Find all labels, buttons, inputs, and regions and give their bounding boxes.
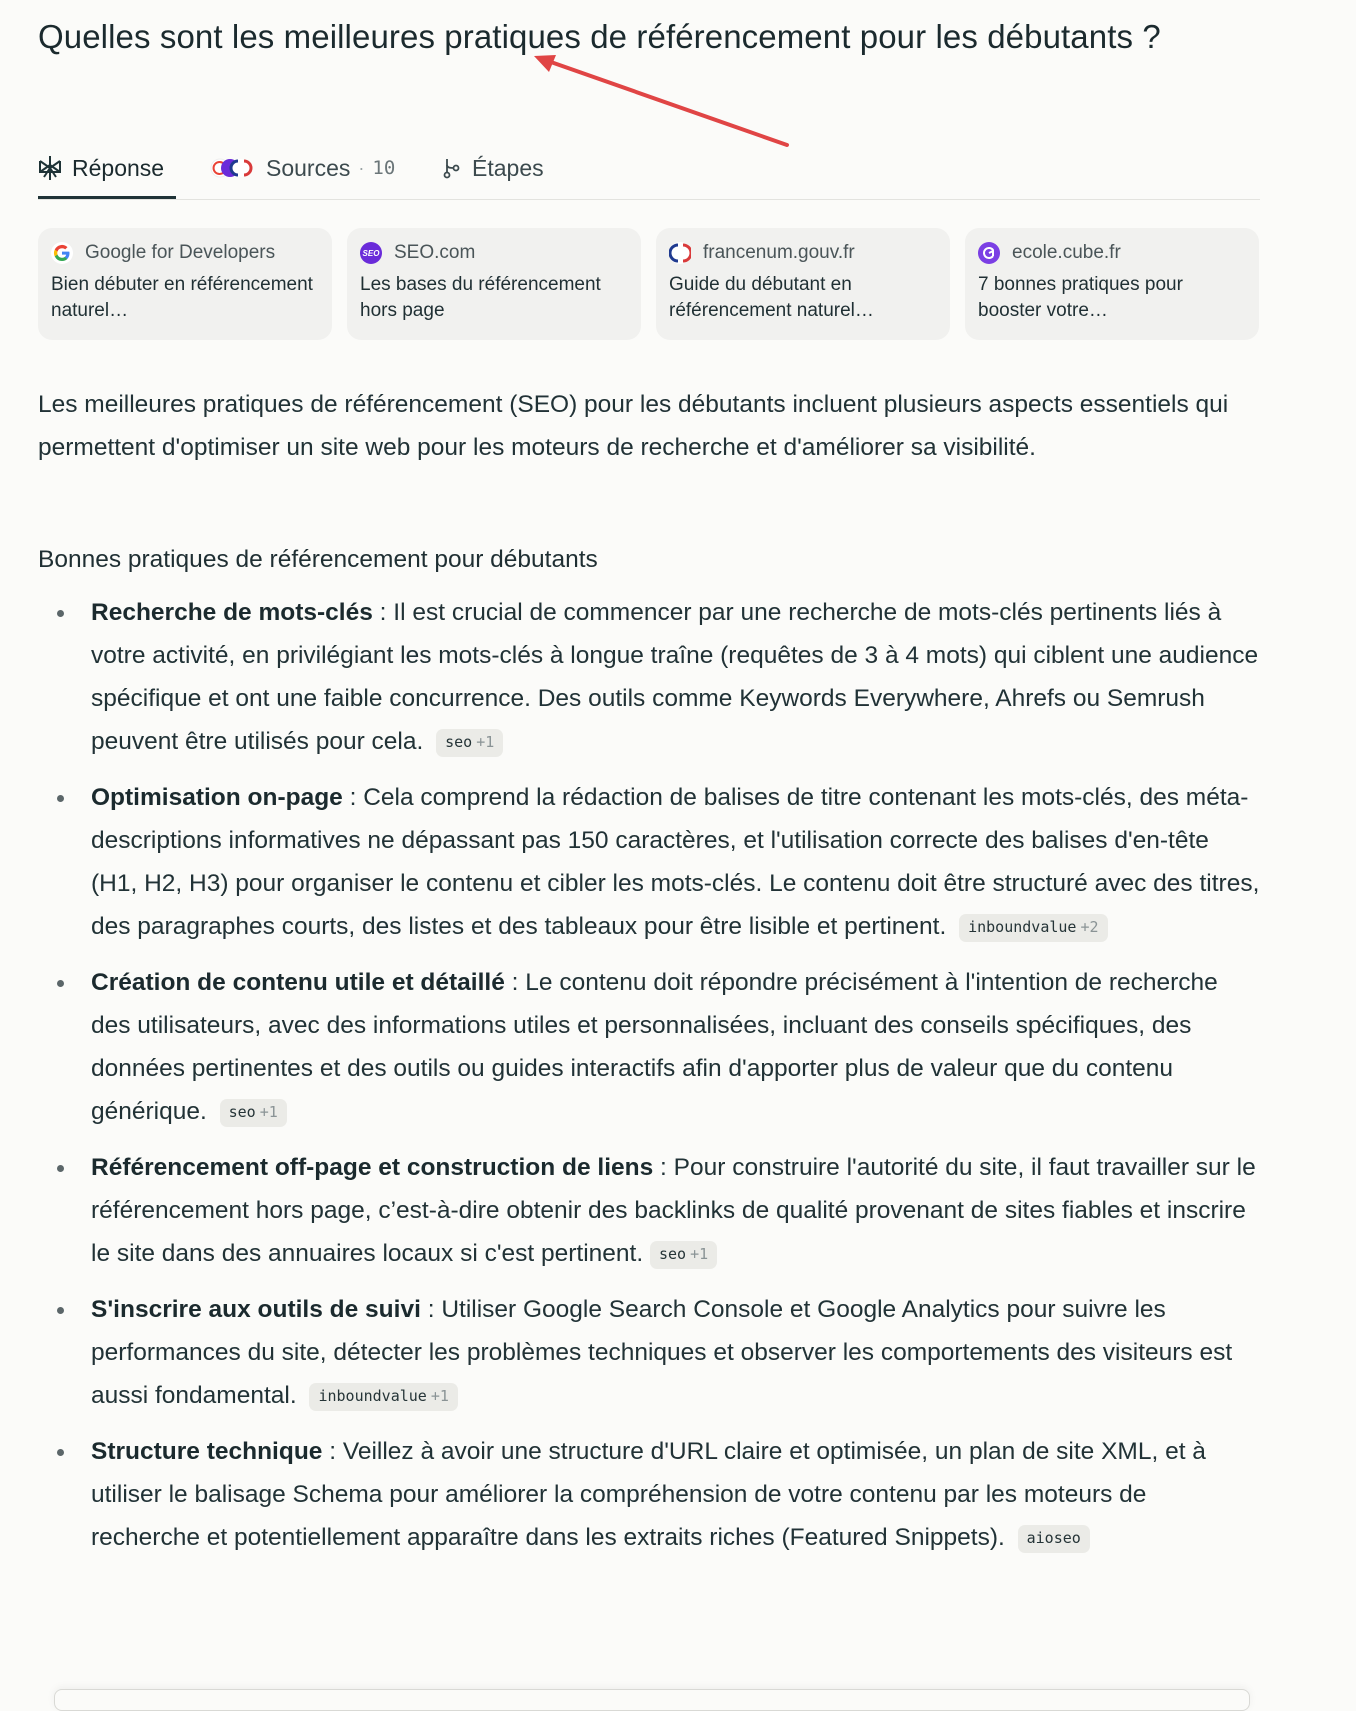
google-g-icon bbox=[51, 242, 73, 264]
source-site: SEO.com bbox=[394, 242, 476, 263]
perplexity-logo-icon bbox=[38, 154, 62, 182]
citation-more: +1 bbox=[259, 1103, 278, 1121]
list-item bbox=[38, 776, 1260, 948]
item-separator: : bbox=[653, 1154, 674, 1181]
intro-paragraph: Les meilleures pratiques de référencement (SEO) pour les débutants incluent plusieurs aspects essentiels qui permettent d'optimiser un site web pour les moteurs de recherche et d'améliorer sa visibilité. bbox=[38, 391, 1229, 461]
citation-source: inboundvalue bbox=[318, 1387, 427, 1405]
tab-reponse[interactable] bbox=[38, 138, 164, 198]
item-text: Il est crucial de commencer par une recherche de mots-clés pertinents liés à votre activité, en privilégiant les mots-clés à longue traîne (requêtes de 3 à 4 mots) qui ciblent une audience spécifique et ont une faible concurrence. Des outils comme Keywords Everywhere, Ahrefs ou Semrush peuvent être utilisés pour cela. bbox=[91, 599, 1259, 755]
item-term: Référencement off-page et construction de liens bbox=[91, 1154, 654, 1181]
source-title: Les bases du référencement hors page bbox=[360, 274, 601, 321]
item-term: Structure technique bbox=[91, 1438, 323, 1465]
section-heading: Bonnes pratiques de référencement pour débutants bbox=[38, 546, 598, 573]
bullet-icon bbox=[57, 1449, 64, 1456]
tab-etapes[interactable] bbox=[442, 138, 544, 198]
list-item bbox=[38, 961, 1260, 1133]
item-term: Optimisation on-page bbox=[91, 784, 343, 811]
marianne-icon bbox=[669, 242, 691, 264]
bullet-icon bbox=[57, 795, 64, 802]
citation-source: inboundvalue bbox=[968, 918, 1077, 936]
citation-badge[interactable] bbox=[436, 729, 503, 757]
tab-sources[interactable] bbox=[210, 138, 395, 198]
source-favicons-stack-icon bbox=[210, 157, 256, 179]
source-site: ecole.cube.fr bbox=[1012, 242, 1121, 263]
seo-com-icon bbox=[360, 242, 382, 264]
citation-badge[interactable] bbox=[1018, 1525, 1090, 1553]
seo-com-icon-text: SEO bbox=[362, 248, 380, 258]
list-item bbox=[38, 1430, 1260, 1559]
source-cards bbox=[38, 228, 1260, 340]
citation-more: +1 bbox=[476, 733, 495, 751]
source-title: 7 bonnes pratiques pour booster votre… bbox=[978, 274, 1183, 321]
item-separator: : bbox=[322, 1438, 343, 1465]
citation-badge[interactable] bbox=[650, 1241, 717, 1269]
item-separator: : bbox=[420, 1296, 442, 1323]
source-site: francenum.gouv.fr bbox=[703, 242, 855, 263]
item-separator: : bbox=[372, 599, 394, 626]
tab-reponse-label: Réponse bbox=[72, 154, 165, 181]
citation-badge[interactable] bbox=[220, 1099, 287, 1127]
citation-source: aioseo bbox=[1026, 1529, 1081, 1547]
source-title: Bien débuter en référencement naturel… bbox=[51, 274, 313, 321]
list-item bbox=[38, 1146, 1260, 1275]
item-separator: : bbox=[342, 784, 364, 811]
item-text: Pour construire l'autorité du site, il faut travailler sur le référencement hors page, c’est-à-dire obtenir des backlinks de qualité provenant de sites fiables et inscrire le site dans des annuaires locaux si c'est pertinent. bbox=[91, 1154, 1256, 1267]
citation-source: seo bbox=[228, 1103, 256, 1121]
practices-list bbox=[38, 591, 1260, 1572]
answer-tabs bbox=[38, 138, 1260, 200]
source-site: Google for Developers bbox=[85, 242, 276, 263]
source-title: Guide du débutant en référencement naturel… bbox=[669, 274, 874, 321]
bullet-icon bbox=[57, 980, 64, 987]
citation-source: seo bbox=[445, 733, 473, 751]
list-item bbox=[38, 1288, 1260, 1417]
bullet-icon bbox=[57, 1307, 64, 1314]
source-card[interactable] bbox=[347, 228, 641, 340]
item-term: Création de contenu utile et détaillé bbox=[91, 969, 505, 996]
citation-more: +1 bbox=[430, 1387, 449, 1405]
item-separator: : bbox=[504, 969, 526, 996]
sources-count: 10 bbox=[372, 157, 396, 179]
tab-etapes-label: Étapes bbox=[472, 154, 544, 181]
tabs-divider bbox=[38, 199, 1260, 200]
tab-sources-separator: · bbox=[358, 157, 365, 178]
bullet-icon bbox=[57, 610, 64, 617]
list-item bbox=[38, 591, 1260, 763]
page-title: Quelles sont les meilleures pratiques de référencement pour les débutants ? bbox=[38, 18, 1161, 55]
cube-icon bbox=[978, 242, 1000, 264]
citation-more: +2 bbox=[1080, 918, 1099, 936]
tab-sources-label: Sources bbox=[266, 154, 351, 181]
item-term: Recherche de mots-clés bbox=[91, 599, 373, 626]
follow-up-input-box[interactable] bbox=[54, 1689, 1250, 1711]
bullet-icon bbox=[57, 1165, 64, 1172]
item-term: S'inscrire aux outils de suivi bbox=[91, 1296, 421, 1323]
steps-branch-icon bbox=[442, 157, 462, 179]
source-card[interactable] bbox=[656, 228, 950, 340]
item-text: Le contenu doit répondre précisément à l'intention de recherche des utilisateurs, avec des informations utiles et personnalisées, incluant des conseils spécifiques, des données pertinentes et des outils ou guides interactifs afin d'apporter plus de valeur que du contenu générique. bbox=[91, 969, 1218, 1125]
citation-badge[interactable] bbox=[959, 914, 1107, 942]
citation-more: +1 bbox=[690, 1245, 709, 1263]
source-card[interactable] bbox=[965, 228, 1259, 340]
citation-badge[interactable] bbox=[309, 1383, 457, 1411]
item-text: Veillez à avoir une structure d'URL claire et optimisée, un plan de site XML, et à utiliser le balisage Schema pour améliorer la compréhension de votre contenu par les moteurs de recherche et potentiellement apparaître dans les extraits riches (Featured Snippets). bbox=[91, 1438, 1206, 1551]
item-text: Cela comprend la rédaction de balises de titre contenant les mots-clés, des méta-descriptions informatives ne dépassant pas 150 caractères, et l'utilisation correcte des balises d'en-tête (H1, H2, H3) pour organiser le contenu et cibler les mots-clés. Le contenu doit être structuré avec des titres, des paragraphes courts, des listes et des tableaux pour être lisible et pertinent. bbox=[91, 784, 1260, 940]
item-text: Utiliser Google Search Console et Google Analytics pour suivre les performances du site, détecter les problèmes techniques et observer les comportements des visiteurs est aussi fondamental. bbox=[91, 1296, 1233, 1409]
citation-source: seo bbox=[658, 1245, 687, 1263]
source-card[interactable] bbox=[38, 228, 332, 340]
